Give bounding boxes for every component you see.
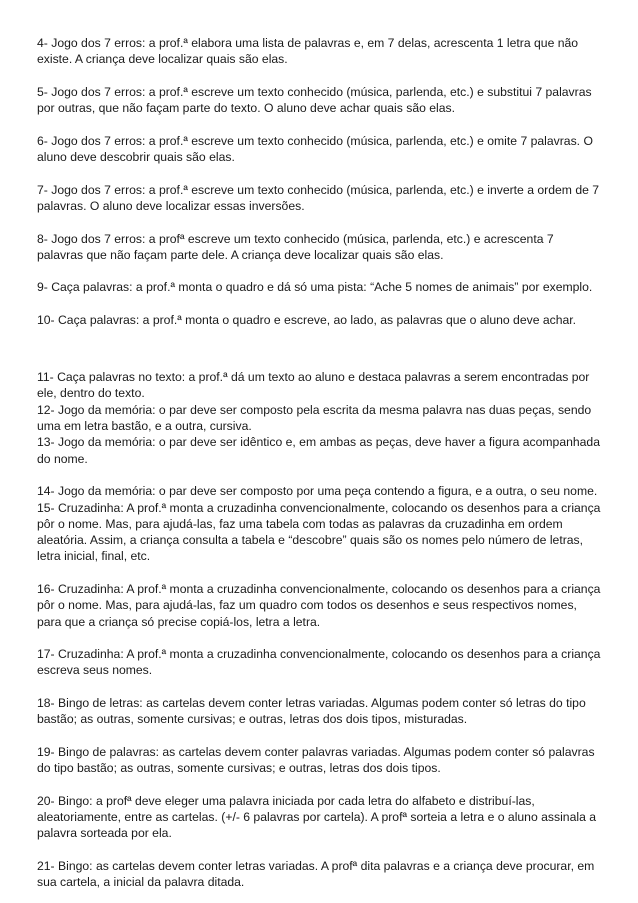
item-5: 5- Jogo dos 7 erros: a prof.ª escreve um texto conhecido (música, parlenda, etc.) e substitui 7 palavras por outras, que não façam parte do texto. O aluno deve achar quais são elas. <box>37 84 592 116</box>
item-16: 16- Cruzadinha: A prof.ª monta a cruzadinha convencionalmente, colocando os desenhos para a criança pôr o nome. Mas, para ajudá-las, faz um quadro com todos os desenhos e seus respectivos nomes, para que a criança só precise copiá-los, letra a letra. <box>37 582 601 629</box>
item-8: 8- Jogo dos 7 erros: a profª escreve um texto conhecido (música, parlenda, etc.) e acrescenta 7 palavras que não façam parte dele. A criança deve localizar quais são elas. <box>37 231 554 262</box>
paragraph-gap <box>37 467 603 483</box>
item-4: 4- Jogo dos 7 erros: a prof.ª elabora uma lista de palavras e, em 7 delas, acrescenta 1 letra que não existe. A criança deve localizar quais são elas. <box>37 36 579 67</box>
paragraph-gap <box>37 353 603 369</box>
item-10: 10- Caça palavras: a prof.ª monta o quadro e escreve, ao lado, as palavras que o aluno deve achar. <box>37 313 577 328</box>
paragraph-gap <box>37 565 603 581</box>
item-14: 14- Jogo da memória: o par deve ser composto por uma peça contendo a figura, e a outra, o seu nome. <box>37 484 598 499</box>
item-20: 20- Bingo: a profª deve eleger uma palavra iniciada por cada letra do alfabeto e distribuí-las, aleatoriamente, entre as cartelas. (+/- 6 palavras por cartela). A profª sorteia a letra e o aluno assinala a palavra sorteada por ela. <box>37 793 597 841</box>
item-6: 6- Jogo dos 7 erros: a prof.ª escreve um texto conhecido (música, parlenda, etc.) e omite 7 palavras. O aluno deve descobrir quais são elas. <box>37 133 593 165</box>
paragraph-gap <box>37 165 603 181</box>
paragraph-gap <box>37 328 603 353</box>
item-9: 9- Caça palavras: a prof.ª monta o quadro e dá só uma pista: “Ache 5 nomes de animais” por exemplo. <box>37 280 593 295</box>
paragraph-gap <box>37 728 603 744</box>
paragraph-gap <box>37 296 603 312</box>
paragraph-gap <box>37 68 603 84</box>
item-11: 11- Caça palavras no texto: a prof.ª dá um texto ao aluno e destaca palavras a serem encontradas por ele, dentro do texto. <box>37 370 590 401</box>
item-21: 21- Bingo: as cartelas devem conter letras variadas. A profª dita palavras e a criança deve procurar, em sua cartela, a inicial da palavra ditada. <box>37 859 595 890</box>
paragraph-gap <box>37 214 603 230</box>
item-15: 15- Cruzadinha: A prof.ª monta a cruzadinha convencionalmente, colocando os desenhos para a criança pôr o nome. Mas, para ajudá-las, faz uma tabela com todas as palavras da cruzadinha em ordem aleatória. Assim, a criança consulta a tabela e “descobre” quais são os nomes pelo número de letras, letra inicial, final, etc. <box>37 500 601 564</box>
paragraph-gap <box>37 116 603 132</box>
document-page <box>37 35 603 891</box>
paragraph-gap <box>37 679 603 695</box>
item-12: 12- Jogo da memória: o par deve ser composto pela escrita da mesma palavra nas duas peças, sendo uma em letra bastão, e a outra, cursiva. <box>37 402 592 434</box>
paragraph-gap <box>37 777 603 793</box>
item-17: 17- Cruzadinha: A prof.ª monta a cruzadinha convencionalmente, colocando os desenhos para a criança escreva seus nomes. <box>37 647 601 678</box>
item-18: 18- Bingo de letras: as cartelas devem conter letras variadas. Algumas podem conter só letras do tipo bastão; as outras, somente cursivas; e outras, letras dos dois tipos, misturadas. <box>37 696 586 727</box>
paragraph-gap <box>37 630 603 646</box>
item-13: 13- Jogo da memória: o par deve ser idêntico e, em ambas as peças, deve haver a figura acompanhada do nome. <box>37 435 600 466</box>
item-19: 19- Bingo de palavras: as cartelas devem conter palavras variadas. Algumas podem conter só palavras do tipo bastão; as outras, somente cursivas; e outras, letras dos dois tipos. <box>37 744 595 776</box>
paragraph-gap <box>37 842 603 858</box>
item-7: 7- Jogo dos 7 erros: a prof.ª escreve um texto conhecido (música, parlenda, etc.) e inverte a ordem de 7 palavras. O aluno deve localizar essas inversões. <box>37 182 600 213</box>
paragraph-gap <box>37 263 603 279</box>
